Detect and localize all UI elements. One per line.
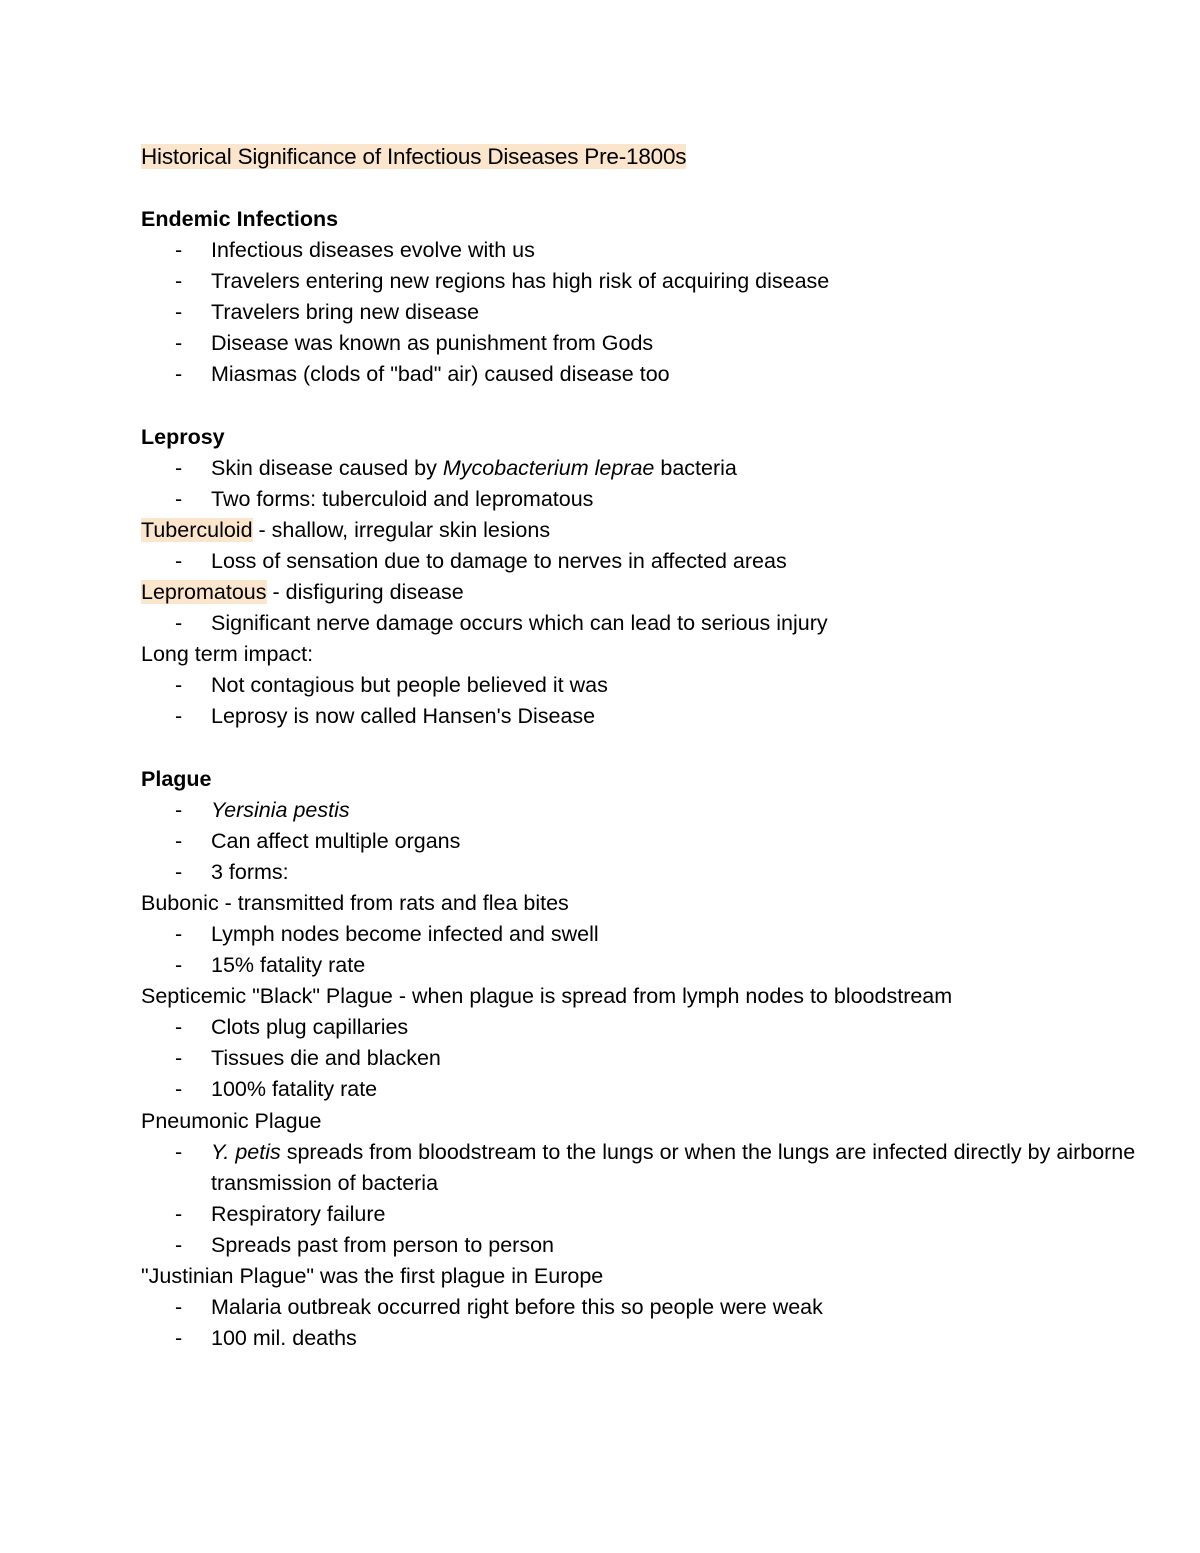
list-item: - Leprosy is now called Hansen's Disease bbox=[175, 704, 596, 729]
list-item: - Miasmas (clods of "bad" air) caused disease too bbox=[175, 362, 670, 387]
list-item: - 100 mil. deaths bbox=[175, 1326, 357, 1351]
list-item: - Clots plug capillaries bbox=[175, 1015, 409, 1040]
spacer bbox=[141, 733, 1141, 764]
species-name: Mycobacterium leprae bbox=[442, 455, 655, 480]
list-item: - Two forms: tuberculoid and lepromatous bbox=[175, 486, 594, 511]
list-item: - Travelers bring new disease bbox=[175, 300, 480, 325]
list-item: - Yersinia pestis bbox=[175, 797, 350, 822]
subheading-bubonic: Bubonic - transmitted from rats and flea bites bbox=[141, 890, 569, 915]
section-heading-plague: Plague bbox=[141, 766, 212, 791]
spacer bbox=[141, 391, 1141, 422]
list-item: - Significant nerve damage occurs which can lead to serious injury bbox=[175, 611, 828, 636]
list-item: - Respiratory failure bbox=[175, 1201, 386, 1226]
list-item: - Travelers entering new regions has high risk of acquiring disease bbox=[175, 269, 830, 294]
list-item: - Y. petis spreads from bloodstream to the lungs or when the lungs are infected directly by airborne transmission of bacteria bbox=[175, 1139, 1136, 1195]
list-item: - Spreads past from person to person bbox=[175, 1232, 554, 1257]
list-item: - 100% fatality rate bbox=[175, 1077, 378, 1102]
species-name: Yersinia pestis bbox=[211, 797, 350, 822]
spacer bbox=[141, 173, 1141, 204]
term-line-tuberculoid: Tuberculoid - shallow, irregular skin lesions bbox=[141, 517, 551, 542]
document-body bbox=[141, 140, 1141, 1354]
title-line bbox=[141, 140, 1141, 173]
list-item: - Skin disease caused by Mycobacterium leprae bacteria bbox=[175, 455, 737, 480]
term-line-lepromatous: Lepromatous - disfiguring disease bbox=[141, 580, 464, 605]
section-heading-endemic: Endemic Infections bbox=[141, 207, 339, 231]
list-item: - Tissues die and blacken bbox=[175, 1046, 441, 1071]
list-item: - Not contagious but people believed it was bbox=[175, 673, 608, 698]
list-item: - Lymph nodes become infected and swell bbox=[175, 921, 599, 946]
section-heading-leprosy: Leprosy bbox=[141, 424, 225, 449]
list-item: - Loss of sensation due to damage to nerves in affected areas bbox=[175, 548, 787, 573]
list-item: - Malaria outbreak occurred right before this so people were weak bbox=[175, 1295, 823, 1320]
document-title: Historical Significance of Infectious Diseases Pre-1800s bbox=[141, 144, 687, 169]
list-item: - Infectious diseases evolve with us bbox=[175, 238, 535, 263]
subheading-long-term: Long term impact: bbox=[141, 642, 314, 667]
subheading-septicemic: Septicemic "Black" Plague - when plague is spread from lymph nodes to bloodstream bbox=[141, 984, 953, 1009]
subheading-pneumonic: Pneumonic Plague bbox=[141, 1108, 322, 1133]
list-item: - Disease was known as punishment from Gods bbox=[175, 331, 654, 356]
highlighted-term: Lepromatous bbox=[141, 580, 267, 605]
list-item: - 3 forms: bbox=[175, 859, 289, 884]
highlighted-term: Tuberculoid bbox=[141, 517, 253, 542]
species-name: Y. petis bbox=[211, 1139, 281, 1164]
subheading-justinian: "Justinian Plague" was the first plague in Europe bbox=[141, 1264, 604, 1288]
list-item: - Can affect multiple organs bbox=[175, 828, 461, 853]
list-item: - 15% fatality rate bbox=[175, 953, 366, 978]
